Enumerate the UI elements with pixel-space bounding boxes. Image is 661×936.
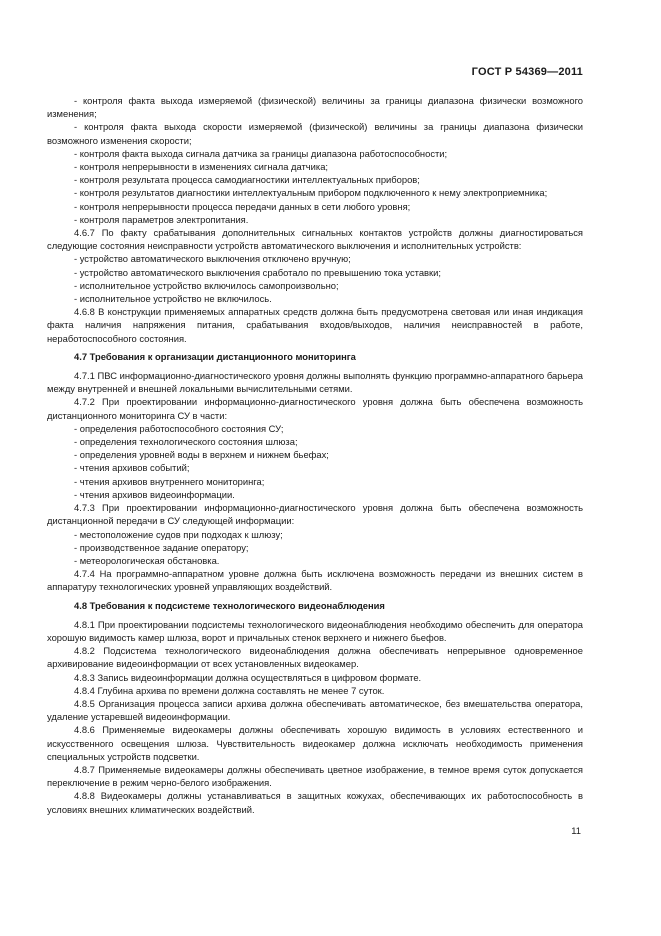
list-item: - исполнительное устройство не включилось. bbox=[74, 293, 272, 305]
document-header: ГОСТ Р 54369—2011 bbox=[471, 66, 583, 78]
list-item: - определения уровней воды в верхнем и нижнем бьефах; bbox=[74, 449, 329, 461]
paragraph: 4.7.4 На программно-аппаратном уровне должна быть исключена возможность передачи из внешних систем в аппаратуру технологических уровней управляющих воздействий. bbox=[47, 568, 583, 593]
paragraph: 4.6.8 В конструкции применяемых аппаратных средств должна быть предусмотрена световая или иная индикация факта наличия напряжения питания, срабатывания входов/выходов, наличия неисправностей в работе, неработоспособного состояния. bbox=[47, 306, 583, 344]
paragraph: 4.6.7 По факту срабатывания дополнительных сигнальных контактов устройств должны диагностироваться следующие состояния неисправности устройств автоматического выключения и исполнительных устройств: bbox=[47, 227, 583, 252]
page-number: 11 bbox=[571, 825, 581, 836]
list-item: - контроля факта выхода скорости измеряемой (физической) величины за границы диапазона физически возможного изменения скорости; bbox=[47, 121, 583, 146]
paragraph: 4.8.4 Глубина архива по времени должна составлять не менее 7 суток. bbox=[74, 684, 385, 696]
document-body bbox=[47, 94, 583, 816]
section-heading: 4.8 Требования к подсистеме технологического видеонаблюдения bbox=[74, 599, 385, 611]
list-item: - чтения архивов внутреннего мониторинга; bbox=[74, 475, 265, 487]
list-item: - контроля факта выхода измеряемой (физической) величины за границы диапазона физически возможного изменения; bbox=[47, 95, 583, 120]
paragraph: 4.8.6 Применяемые видеокамеры должны обеспечивать хорошую видимость в условиях естественного и искусственного освещения шлюза. Чувствительность видеокамер должна исключать необходимость применения специальных устройств подсветки. bbox=[47, 724, 583, 762]
paragraph: 4.7.3 При проектировании информационно-диагностического уровня должна быть обеспечена возможность дистанционной передачи в СУ следующей информации: bbox=[47, 502, 583, 527]
list-item: - производственное задание оператору; bbox=[74, 541, 249, 553]
list-item: - контроля непрерывности в изменениях сигнала датчика; bbox=[74, 161, 329, 173]
list-item: - устройство автоматического выключения отключено вручную; bbox=[74, 253, 351, 265]
list-item: - контроля непрерывности процесса передачи данных в сети любого уровня; bbox=[74, 200, 411, 212]
list-item: - контроля результата процесса самодиагностики интеллектуальных приборов; bbox=[74, 174, 420, 186]
paragraph: 4.7.2 При проектировании информационно-диагностического уровня должна быть обеспечена возможность дистанционного мониторинга СУ в части: bbox=[47, 396, 583, 421]
paragraph: 4.7.1 ПВС информационно-диагностического уровня должны выполнять функцию программно-аппаратного барьера между внутренней и внешней локальными вычислительными сетями. bbox=[47, 370, 583, 395]
list-item: - местоположение судов при подходах к шлюзу; bbox=[74, 528, 283, 540]
paragraph: 4.8.3 Запись видеоинформации должна осуществляться в цифровом формате. bbox=[74, 671, 422, 683]
list-item: - чтения архивов видеоинформации. bbox=[74, 488, 235, 500]
paragraph: 4.8.7 Применяемые видеокамеры должны обеспечивать цветное изображение, в темное время суток допускается переключение в режим черно-белого изображения. bbox=[47, 763, 583, 789]
list-item: - контроля результатов диагностики интеллектуальным прибором подключенного к нему электроприемника; bbox=[74, 187, 548, 199]
list-item: - контроля параметров электропитания. bbox=[74, 213, 249, 225]
paragraph: 4.8.8 Видеокамеры должны устанавливаться в защитных кожухах, обеспечивающих их работоспособность в условиях внешних климатических воздействий. bbox=[47, 790, 583, 815]
list-item: - определения технологического состояния шлюза; bbox=[74, 436, 298, 448]
list-item: - устройство автоматического выключения сработало по превышению тока уставки; bbox=[74, 266, 441, 278]
list-item: - исполнительное устройство включилось самопроизвольно; bbox=[74, 279, 339, 291]
list-item: - контроля факта выхода сигнала датчика за границы диапазона работоспособности; bbox=[74, 147, 448, 159]
list-item: - определения работоспособного состояния СУ; bbox=[74, 422, 284, 434]
list-item: - метеорологическая обстановка. bbox=[74, 554, 220, 566]
section-heading: 4.7 Требования к организации дистанционного мониторинга bbox=[74, 350, 356, 362]
paragraph: 4.8.1 При проектировании подсистемы технологического видеонаблюдения необходимо обеспечить для оператора хорошую видимость камер шлюза, ворот и причальных стенок верхнего и нижнего бьефов. bbox=[47, 618, 583, 643]
paragraph: 4.8.5 Организация процесса записи архива должна обеспечивать автоматическое, без вмешательства оператора, удаление устаревшей видеоинформации. bbox=[47, 697, 583, 723]
paragraph: 4.8.2 Подсистема технологического видеонаблюдения должна обеспечивать непрерывное одновременное архивирование видеоинформации от всех установленных видеокамер. bbox=[47, 645, 583, 670]
list-item: - чтения архивов событий; bbox=[74, 462, 190, 474]
